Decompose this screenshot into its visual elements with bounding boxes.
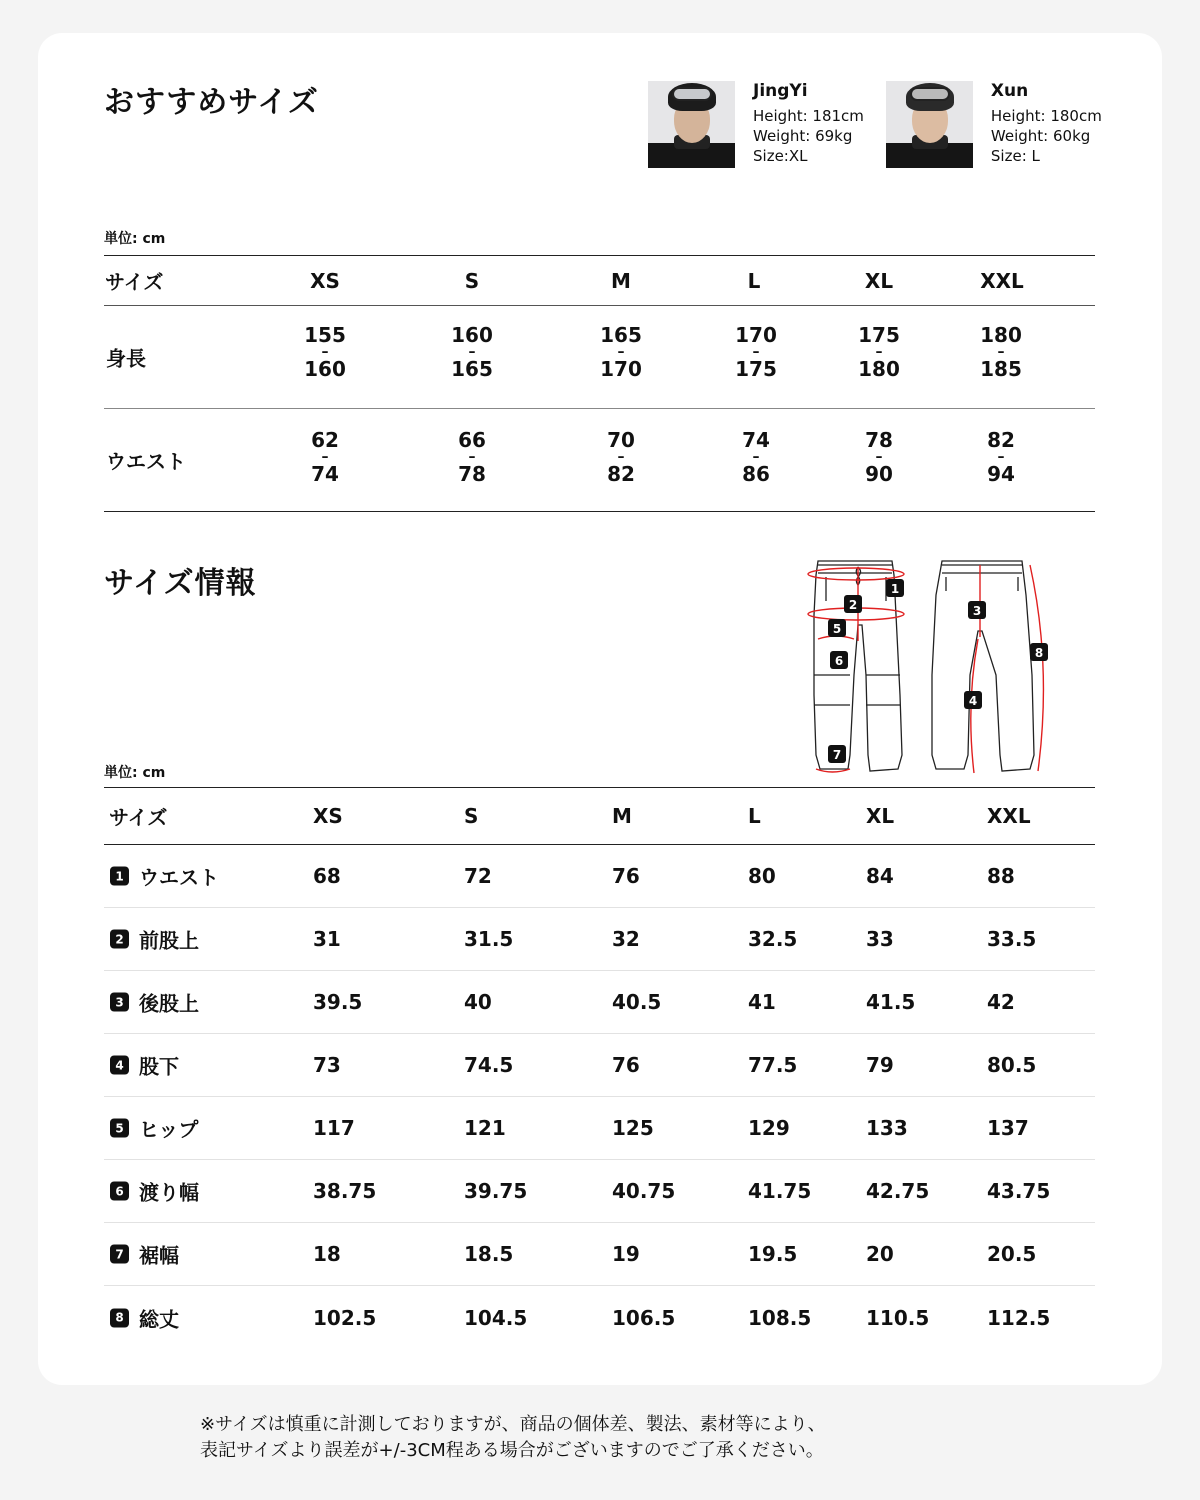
svg-text:1: 1: [890, 582, 900, 596]
value-cell: 41: [748, 990, 776, 1014]
table-row: [104, 306, 1095, 409]
row-label: ウエスト: [106, 449, 186, 474]
range-cell: 82 – 94: [987, 428, 1015, 486]
model-size: Size: L: [990, 147, 1040, 165]
value-cell: 72: [464, 864, 492, 888]
value-cell: 76: [612, 1053, 640, 1077]
value-cell: 104.5: [464, 1305, 528, 1330]
model-name: Xun: [990, 81, 1029, 101]
value-cell: 79: [866, 1053, 894, 1077]
unit-label: 単位: cm: [104, 231, 166, 247]
svg-text:3: 3: [972, 604, 982, 618]
header-cell: XS: [313, 804, 343, 828]
number-badge-icon: 6: [110, 1182, 129, 1201]
number-badge-icon: 1: [110, 867, 129, 886]
header-cell: XL: [866, 804, 895, 828]
value-cell: 43.75: [987, 1179, 1051, 1203]
range-cell: 180 – 185: [980, 323, 1022, 381]
header-cell: M: [611, 268, 631, 293]
svg-text:5: 5: [832, 622, 842, 636]
value-cell: 77.5: [748, 1053, 798, 1077]
value-cell: 19: [612, 1242, 640, 1266]
model-height: Height: 180cm: [990, 107, 1102, 125]
number-badge-icon: 8: [110, 1308, 129, 1327]
value-cell: 84: [866, 864, 894, 888]
value-cell: 112.5: [987, 1305, 1051, 1330]
table-header: [104, 788, 1095, 845]
header-cell: S: [464, 804, 479, 828]
svg-text:2: 2: [848, 598, 858, 612]
table-row: [104, 1286, 1095, 1349]
svg-text:8: 8: [1034, 646, 1044, 660]
model-xun: [886, 81, 1102, 168]
header-cell: L: [748, 804, 761, 828]
number-badge-icon: 7: [110, 1245, 129, 1264]
table-row: [104, 1097, 1095, 1160]
value-cell: 39.5: [313, 990, 363, 1014]
header-cell: L: [747, 268, 761, 293]
value-cell: 39.75: [464, 1179, 528, 1203]
range-cell: 155 – 160: [304, 323, 346, 381]
header-cell: XXL: [980, 268, 1024, 293]
range-cell: 78 – 90: [865, 428, 893, 486]
table-row: [104, 1160, 1095, 1223]
range-cell: 66 – 78: [458, 428, 486, 486]
model-weight: Weight: 69kg: [753, 127, 853, 145]
value-cell: 42: [987, 990, 1015, 1014]
header-cell: サイズ: [105, 270, 164, 294]
row-label: [110, 1051, 179, 1080]
value-cell: 76: [612, 864, 640, 888]
row-label: [110, 1177, 199, 1206]
header-cell: M: [612, 804, 632, 828]
value-cell: 73: [313, 1053, 341, 1077]
value-cell: 20.5: [987, 1242, 1037, 1266]
row-label: 身長: [106, 346, 146, 371]
table-row: [104, 1223, 1095, 1286]
size-disclaimer-note: [200, 1412, 826, 1464]
value-cell: 106.5: [612, 1305, 676, 1330]
header-cell: XS: [310, 268, 340, 293]
value-cell: 80: [748, 864, 776, 888]
value-cell: 40.75: [612, 1179, 676, 1203]
value-cell: 18.5: [464, 1242, 514, 1266]
measurement-name: ヒップ: [139, 1117, 199, 1142]
size-info-table: [104, 787, 1095, 1349]
measurement-name: 渡り幅: [139, 1180, 199, 1205]
size-info-title: サイズ情報: [104, 566, 257, 601]
header-cell: S: [464, 268, 480, 293]
row-label: [110, 1240, 179, 1269]
value-cell: 42.75: [866, 1179, 930, 1203]
value-cell: 33: [866, 927, 894, 951]
value-cell: 102.5: [313, 1305, 377, 1330]
header-cell: XXL: [987, 804, 1031, 828]
model-name: JingYi: [753, 81, 808, 101]
number-badge-icon: 3: [110, 993, 129, 1012]
recommended-size-table: [104, 255, 1095, 512]
value-cell: 31: [313, 927, 341, 951]
value-cell: 20: [866, 1242, 894, 1266]
value-cell: 137: [987, 1116, 1029, 1140]
measurement-name: 前股上: [139, 928, 199, 953]
model-profiles: [648, 81, 1102, 168]
value-cell: 125: [612, 1116, 654, 1140]
range-cell: 74 – 86: [742, 428, 770, 486]
range-cell: 170 – 175: [735, 323, 777, 381]
model-photo: [648, 81, 735, 168]
svg-text:6: 6: [834, 654, 844, 668]
value-cell: 133: [866, 1116, 908, 1140]
table-row: [104, 409, 1095, 512]
pants-measurement-diagram: [806, 555, 1066, 777]
row-label: [110, 1114, 198, 1143]
range-cell: 160 – 165: [451, 323, 493, 381]
svg-text:4: 4: [968, 694, 978, 708]
unit-label: 単位: cm: [104, 765, 166, 781]
measurement-name: 総丈: [139, 1307, 179, 1331]
value-cell: 110.5: [866, 1305, 930, 1330]
row-label: [110, 988, 199, 1017]
value-cell: 40: [464, 990, 492, 1014]
table-row: [104, 971, 1095, 1034]
range-cell: 175 – 180: [858, 323, 900, 381]
number-badge-icon: 2: [110, 930, 129, 949]
value-cell: 32.5: [748, 927, 798, 951]
value-cell: 68: [313, 864, 341, 888]
header-cell: サイズ: [109, 805, 168, 830]
range-cell: 165 – 170: [600, 323, 642, 381]
value-cell: 40.5: [612, 990, 662, 1014]
range-cell: 62 – 74: [311, 428, 339, 486]
table-row: [104, 845, 1095, 908]
range-cell: 70 – 82: [607, 428, 635, 486]
table-row: [104, 1034, 1095, 1097]
value-cell: 18: [313, 1242, 341, 1266]
value-cell: 41.5: [866, 990, 916, 1014]
value-cell: 108.5: [748, 1305, 812, 1330]
value-cell: 74.5: [464, 1053, 514, 1077]
model-size: Size:XL: [753, 147, 808, 165]
value-cell: 88: [987, 864, 1015, 888]
size-chart-card: [38, 33, 1162, 1385]
model-weight: Weight: 60kg: [990, 127, 1091, 145]
measurement-name: ウエスト: [139, 865, 219, 890]
recommended-size-title: おすすめサイズ: [104, 85, 319, 120]
value-cell: 38.75: [313, 1179, 377, 1203]
value-cell: 19.5: [748, 1242, 798, 1266]
svg-text:7: 7: [832, 748, 842, 762]
note-line-2: 表記サイズより誤差が+/-3CM程ある場合がございますのでご了承ください。: [200, 1440, 824, 1461]
value-cell: 33.5: [987, 927, 1037, 951]
value-cell: 41.75: [748, 1179, 812, 1203]
row-label: [110, 925, 199, 954]
value-cell: 31.5: [464, 927, 514, 951]
table-row: [104, 908, 1095, 971]
header-cell: XL: [864, 268, 894, 293]
value-cell: 80.5: [987, 1053, 1037, 1077]
value-cell: 121: [464, 1116, 506, 1140]
number-badge-icon: 5: [110, 1119, 129, 1138]
value-cell: 129: [748, 1116, 790, 1140]
value-cell: 32: [612, 927, 640, 951]
number-badge-icon: 4: [110, 1056, 129, 1075]
model-height: Height: 181cm: [753, 107, 864, 125]
row-label: [110, 862, 219, 891]
measurement-name: 股下: [139, 1054, 179, 1079]
table-header: [104, 256, 1095, 306]
measurement-name: 裾幅: [139, 1243, 179, 1268]
row-label: [110, 1303, 179, 1332]
model-jingyi: [648, 81, 864, 168]
note-line-1: ※サイズは慎重に計測しておりますが、商品の個体差、製法、素材等により、: [200, 1414, 826, 1435]
measurement-name: 後股上: [139, 991, 199, 1016]
value-cell: 117: [313, 1116, 355, 1140]
model-photo: [886, 81, 973, 168]
